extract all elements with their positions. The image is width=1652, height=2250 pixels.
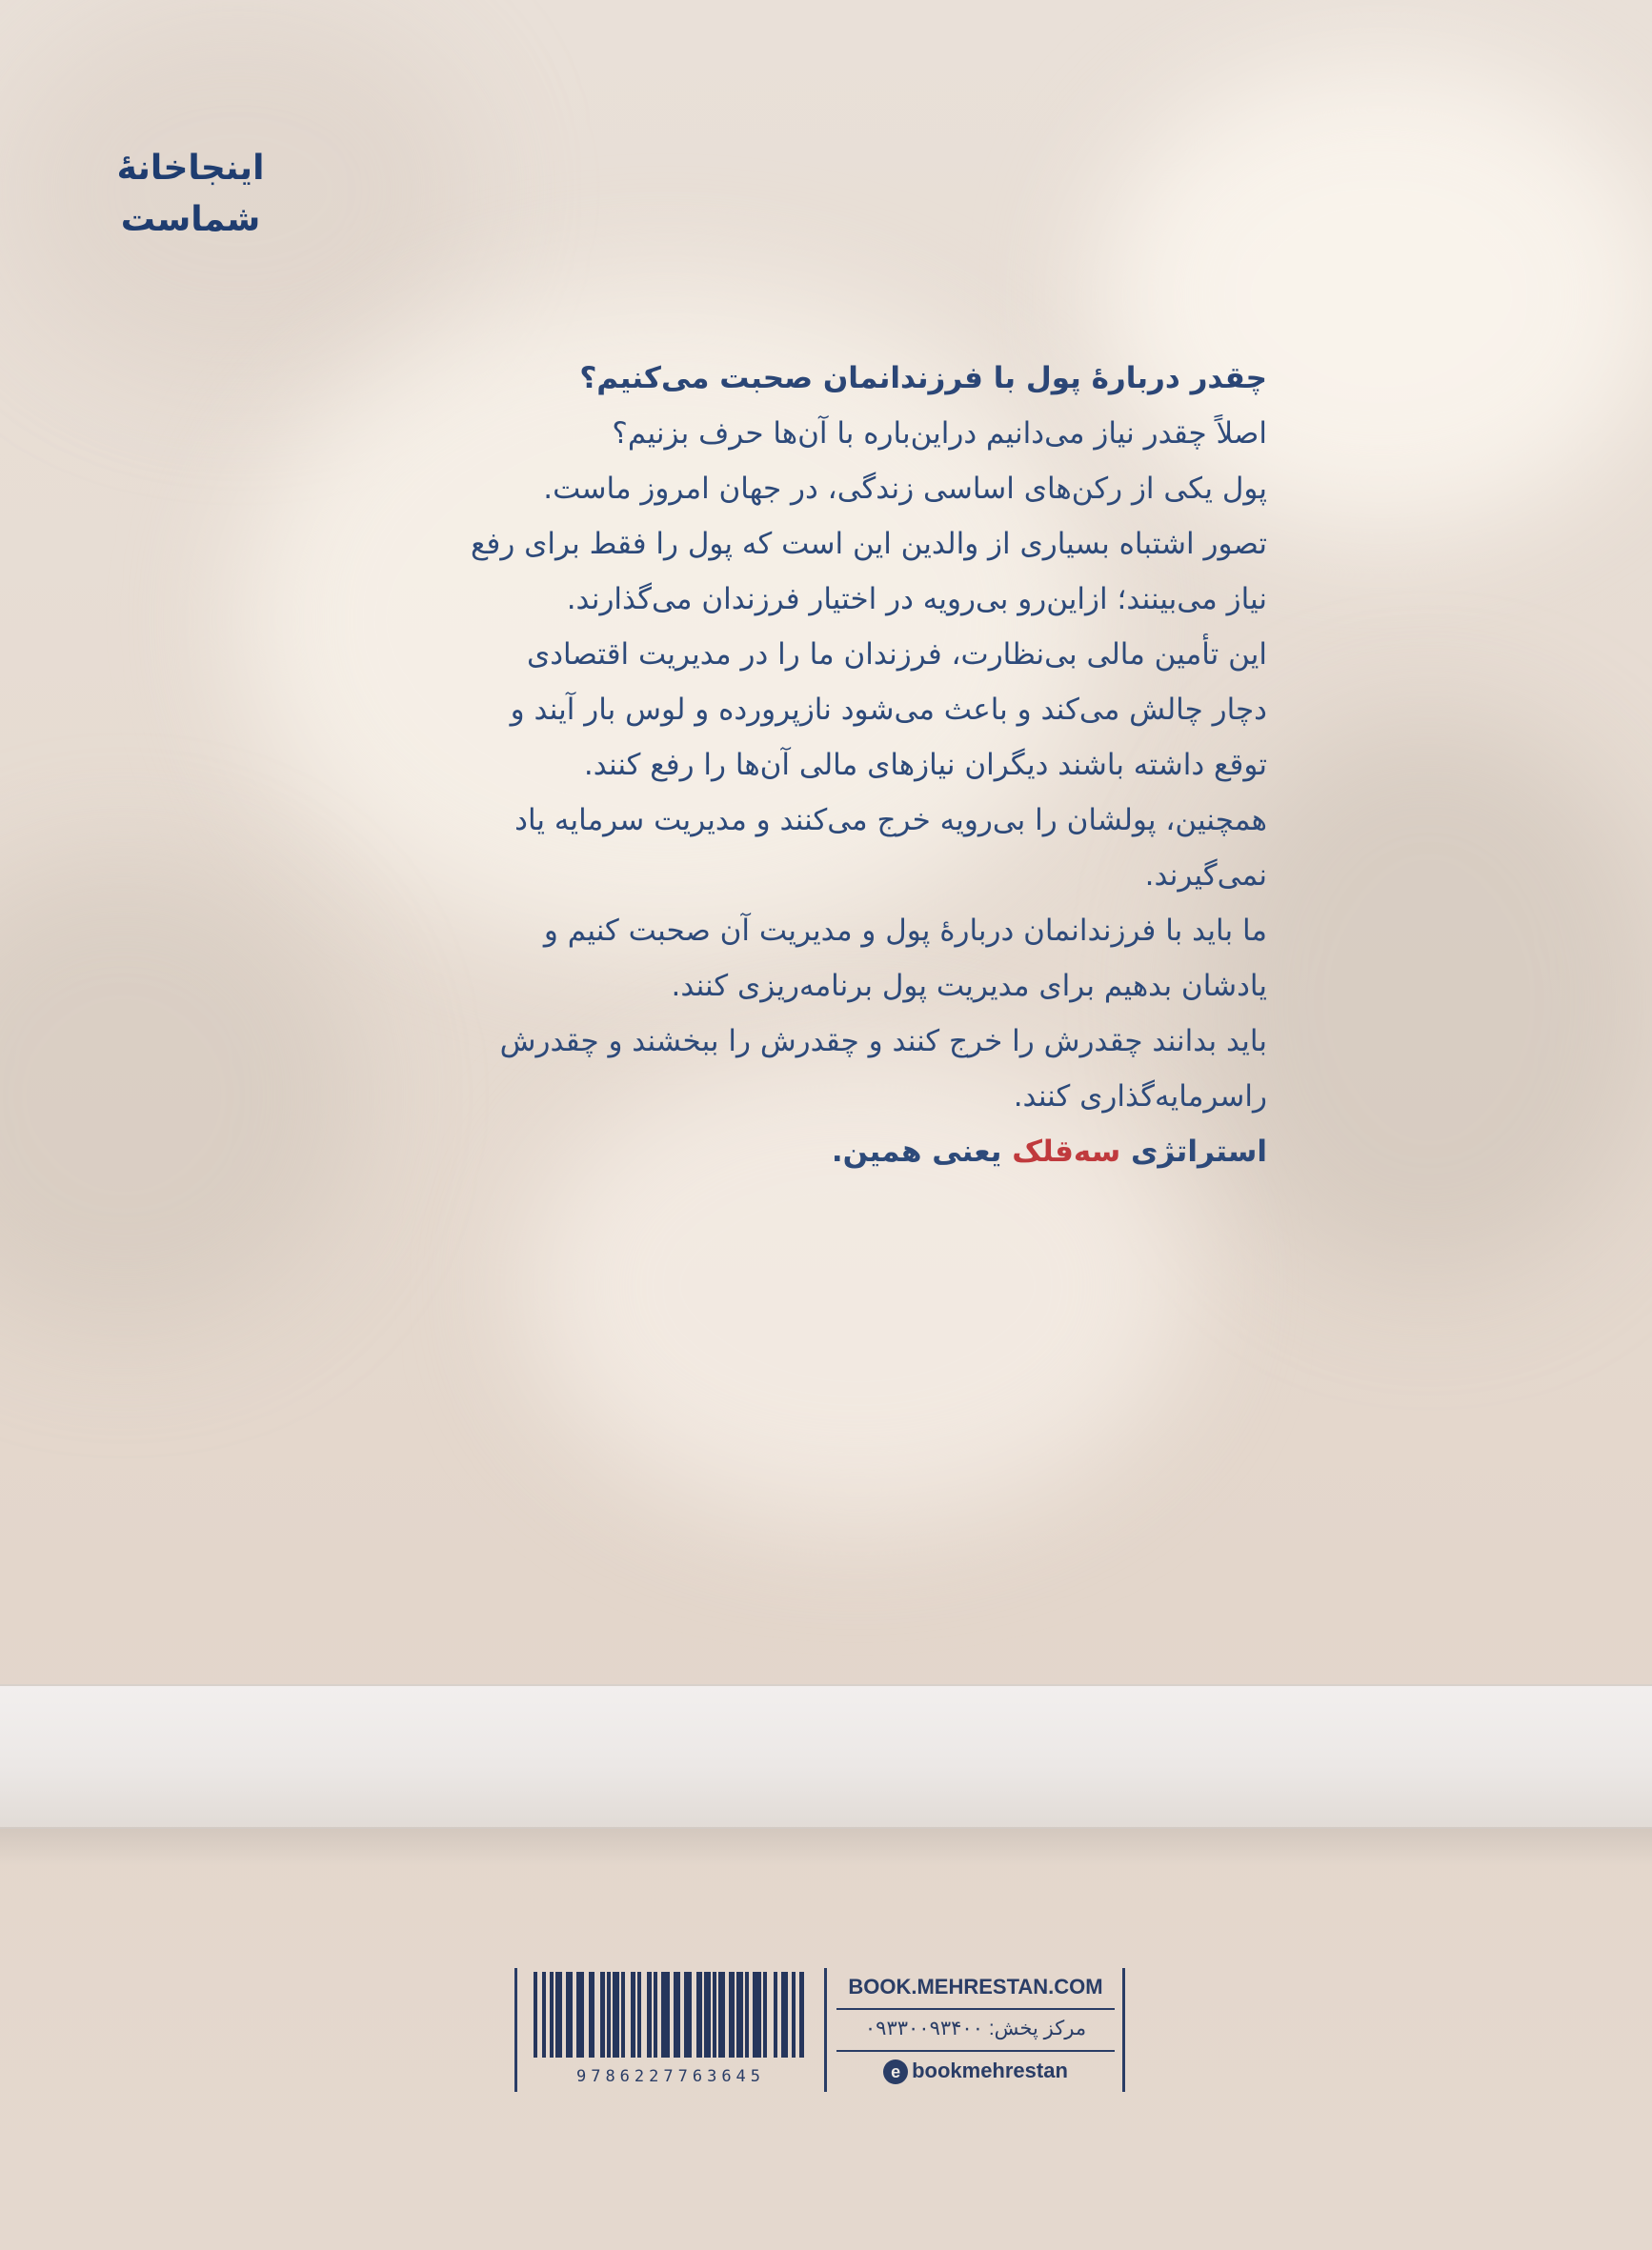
barcode-bar bbox=[781, 1972, 787, 2058]
website-link[interactable]: BOOK.MEHRESTAN.COM bbox=[848, 1975, 1103, 1999]
barcode-frame-right bbox=[824, 1968, 827, 2092]
distribution-phone: مرکز پخش: ۰۹۳۳۰۰۹۳۴۰۰ bbox=[864, 2018, 1087, 2039]
blurb-lead-question: چقدر دربارهٔ پول با فرزندانمان صحبت می‌کنیم؟ bbox=[579, 361, 1267, 395]
barcode-bar bbox=[576, 1972, 585, 2058]
barcode-bar bbox=[729, 1972, 735, 2058]
closing-prefix: استراتژی bbox=[1130, 1135, 1267, 1169]
shadow-blotch bbox=[0, 857, 362, 1334]
barcode-bar bbox=[600, 1972, 604, 2058]
barcode-bar bbox=[753, 1972, 761, 2058]
blurb-line: یادشان بدهیم برای مدیریت پول برنامه‌ریزی کنند. bbox=[671, 969, 1267, 1003]
logo-line-1: اینجاخانهٔ bbox=[116, 149, 265, 188]
blurb-closing-line bbox=[357, 1124, 1267, 1179]
barcode-bar bbox=[661, 1972, 670, 2058]
blurb-line: باید بدانند چقدرش را خرج کنند و چقدرش را ببخشند و چقدرش bbox=[499, 1024, 1267, 1058]
barcode-bar bbox=[542, 1972, 546, 2058]
strategy-name-highlight: سه‌قلک bbox=[1012, 1135, 1121, 1169]
barcode-bar bbox=[550, 1972, 554, 2058]
barcode-bar bbox=[637, 1972, 641, 2058]
barcode-bar bbox=[745, 1972, 749, 2058]
blurb-line: اصلاً چقدر نیاز می‌دانیم دراین‌باره با آن‌ها حرف بزنیم؟ bbox=[612, 416, 1267, 451]
barcode-bar bbox=[621, 1972, 625, 2058]
blurb-line: توقع داشته باشند دیگران نیازهای مالی آن‌ها را رفع کنند. bbox=[583, 748, 1267, 782]
barcode-bar bbox=[566, 1972, 572, 2058]
barcode-bar bbox=[647, 1972, 651, 2058]
barcode-bar bbox=[704, 1972, 710, 2058]
barcode-bar bbox=[718, 1972, 724, 2058]
barcode-bar bbox=[684, 1972, 693, 2058]
barcode-bar bbox=[555, 1972, 561, 2058]
blurb-line: این تأمین مالی بی‌نظارت، فرزندان ما را در مدیریت اقتصادی bbox=[526, 637, 1267, 672]
isbn-barcode bbox=[514, 1968, 827, 2092]
blurb-line: دچار چالش می‌کند و باعث می‌شود نازپرورده و لوس بار آیند و bbox=[510, 693, 1267, 727]
blurb-line: پول یکی از رکن‌های اساسی زندگی، در جهان امروز ماست. bbox=[543, 472, 1267, 506]
barcode-bar bbox=[799, 1972, 803, 2058]
barcode-frame-left bbox=[514, 1968, 517, 2092]
publisher-contact-box bbox=[836, 1968, 1125, 2092]
barcode-bar bbox=[589, 1972, 594, 2058]
floor-shadow bbox=[0, 1827, 1652, 1865]
imprint-block bbox=[514, 1968, 1124, 2092]
social-handle-text: bookmehrestan bbox=[912, 2059, 1068, 2082]
barcode-bar bbox=[736, 1972, 742, 2058]
publisher-slogan-logo bbox=[105, 143, 276, 246]
barcode-bar bbox=[696, 1972, 702, 2058]
isbn-number: 9786227763645 bbox=[575, 2067, 766, 2086]
barcode-bar bbox=[631, 1972, 635, 2058]
blurb-line: همچنین، پولشان را بی‌رویه خرج می‌کنند و مدیریت سرمایه یاد bbox=[514, 803, 1267, 837]
barcode-bar bbox=[763, 1972, 767, 2058]
blurb-line: نمی‌گیرند. bbox=[1144, 858, 1267, 893]
blurb-line: تصور اشتباه بسیاری از والدین این است که پول را فقط برای رفع bbox=[471, 527, 1267, 561]
barcode-bar bbox=[654, 1972, 657, 2058]
blurb-line: راسرمایه‌گذاری کنند. bbox=[1013, 1079, 1267, 1114]
barcode-bar bbox=[792, 1972, 796, 2058]
barcode-bar bbox=[674, 1972, 679, 2058]
closing-suffix: یعنی همین. bbox=[831, 1135, 1013, 1169]
blurb-text bbox=[357, 351, 1267, 1179]
barcode-bar bbox=[613, 1972, 618, 2058]
logo-line-2: شماست bbox=[120, 200, 261, 239]
barcode-bar bbox=[774, 1972, 777, 2058]
barcode-bar bbox=[607, 1972, 611, 2058]
barcode-bar bbox=[713, 1972, 716, 2058]
barcode-bar bbox=[534, 1972, 537, 2058]
social-e-icon: e bbox=[883, 2059, 908, 2084]
blurb-line: نیاز می‌بینند؛ ازاین‌رو بی‌رویه در اختیار فرزندان می‌گذارند. bbox=[566, 582, 1267, 616]
floor-ledge bbox=[0, 1684, 1652, 1829]
social-handle[interactable] bbox=[836, 2052, 1115, 2090]
barcode-bars bbox=[534, 1972, 808, 2058]
blurb-line: ما باید با فرزندانمان دربارهٔ پول و مدیریت آن صحبت کنیم و bbox=[543, 914, 1267, 948]
